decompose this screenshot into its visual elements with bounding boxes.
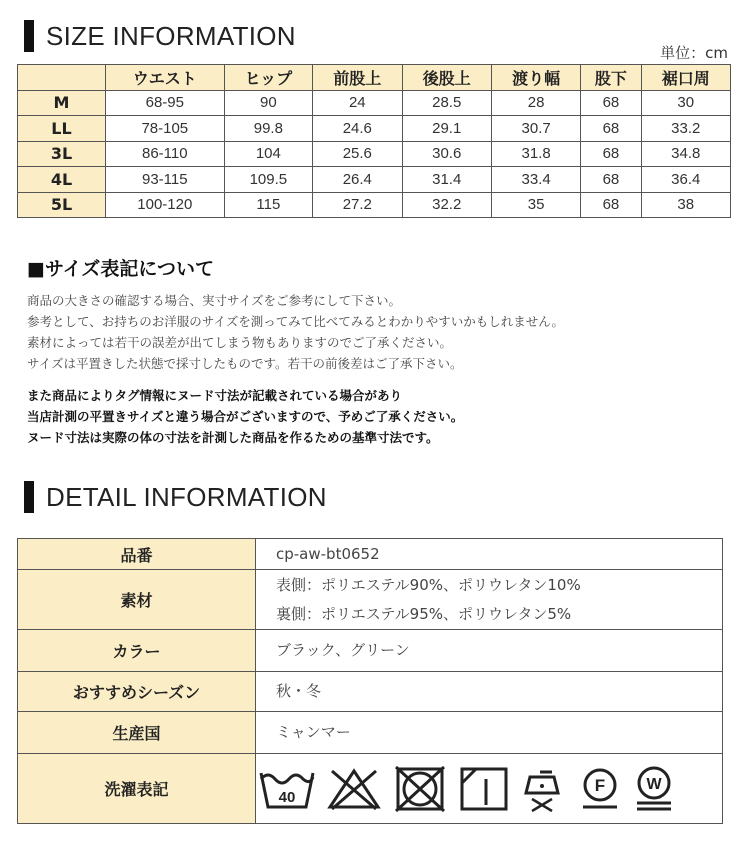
detail-section-header xyxy=(24,481,327,513)
row-header: LL xyxy=(18,116,106,142)
material-inner: 裏側：ポリエステル95%、ポリウレタン5% xyxy=(276,604,572,623)
table-cell: 86-110 xyxy=(106,141,225,167)
row-header: 4L xyxy=(18,167,106,193)
table-row xyxy=(18,90,731,116)
table-cell: 115 xyxy=(224,192,313,218)
size-table xyxy=(17,64,731,218)
column-header: 股下 xyxy=(581,65,641,91)
unit-label: 単位：cm xyxy=(660,44,728,62)
table-row xyxy=(18,141,731,167)
detail-row xyxy=(18,672,723,712)
column-header: ウエスト xyxy=(106,65,225,91)
care-symbols xyxy=(256,761,722,817)
dry-clean-f-icon xyxy=(578,765,622,813)
table-cell: 29.1 xyxy=(402,116,491,142)
row-header: 3L xyxy=(18,141,106,167)
table-cell: 104 xyxy=(224,141,313,167)
no-tumble-dry-icon xyxy=(392,765,448,813)
table-cell: 28.5 xyxy=(402,90,491,116)
table-cell: 78-105 xyxy=(106,116,225,142)
table-cell: 30.7 xyxy=(491,116,580,142)
detail-label: 生産国 xyxy=(18,712,256,754)
table-cell: 28 xyxy=(491,90,580,116)
table-cell: 99.8 xyxy=(224,116,313,142)
table-cell: 25.6 xyxy=(313,141,402,167)
line-dry-shade-icon xyxy=(458,765,510,813)
note-line: 素材によっては若干の誤差が出てしまう物もありますのでご了承ください。 xyxy=(27,335,453,350)
row-header: 5L xyxy=(18,192,106,218)
detail-value: ミャンマー xyxy=(256,712,723,754)
table-cell: 31.4 xyxy=(402,167,491,193)
section-marker xyxy=(24,481,34,513)
wet-clean-w-icon xyxy=(632,765,676,813)
table-cell: 26.4 xyxy=(313,167,402,193)
note-line: 参考として、お持ちのお洋服のサイズを測ってみて比べてみるとわかりやすいかもしれません。 xyxy=(27,314,565,329)
low-iron-icon xyxy=(520,765,568,813)
column-header: 裾口周 xyxy=(641,65,730,91)
size-section-title: SIZE INFORMATION xyxy=(46,20,296,51)
detail-label: おすすめシーズン xyxy=(18,672,256,712)
detail-label: カラー xyxy=(18,630,256,672)
about-size-notes xyxy=(27,290,564,374)
section-marker xyxy=(24,20,34,52)
bold-note-line: また商品によりタグ情報にヌード寸法が記載されている場合があり xyxy=(27,388,403,403)
note-line: 商品の大きさの確認する場合、実寸サイズをご参考にして下さい。 xyxy=(27,293,402,308)
about-size-title: ■サイズ表記について xyxy=(27,258,215,280)
detail-row xyxy=(18,570,723,630)
table-row xyxy=(18,116,731,142)
table-cell: 32.2 xyxy=(402,192,491,218)
detail-value xyxy=(256,570,723,630)
column-header: ヒップ xyxy=(224,65,313,91)
detail-section-title: DETAIL INFORMATION xyxy=(46,481,327,512)
column-header: 前股上 xyxy=(313,65,402,91)
wash-40-icon xyxy=(258,765,316,813)
table-row xyxy=(18,192,731,218)
no-bleach-icon xyxy=(326,765,382,813)
table-cell: 31.8 xyxy=(491,141,580,167)
table-row xyxy=(18,167,731,193)
table-cell: 68-95 xyxy=(106,90,225,116)
bold-note-line: 当店計測の平置きサイズと違う場合がございますので、予めご了承ください。 xyxy=(27,409,464,424)
corner-cell xyxy=(18,65,106,91)
bold-note-line: ヌード寸法は実際の体の寸法を計測した商品を作るための基準寸法です。 xyxy=(27,430,439,445)
column-header: 渡り幅 xyxy=(491,65,580,91)
column-header: 後股上 xyxy=(402,65,491,91)
table-cell: 27.2 xyxy=(313,192,402,218)
size-table-header-row xyxy=(18,65,731,91)
detail-row xyxy=(18,630,723,672)
size-section-header xyxy=(24,20,296,52)
detail-table xyxy=(17,538,723,824)
table-cell: 33.2 xyxy=(641,116,730,142)
table-cell: 90 xyxy=(224,90,313,116)
table-cell: 109.5 xyxy=(224,167,313,193)
table-cell: 68 xyxy=(581,192,641,218)
table-cell: 93-115 xyxy=(106,167,225,193)
wash-temp-label: 40 xyxy=(278,788,296,806)
nude-size-notes xyxy=(27,385,463,448)
detail-label: 素材 xyxy=(18,570,256,630)
dry-clean-label: F xyxy=(594,775,606,795)
table-cell: 36.4 xyxy=(641,167,730,193)
table-cell: 100-120 xyxy=(106,192,225,218)
table-cell: 34.8 xyxy=(641,141,730,167)
detail-value: ブラック、グリーン xyxy=(256,630,723,672)
table-cell: 24.6 xyxy=(313,116,402,142)
detail-value: 秋・冬 xyxy=(256,672,723,712)
detail-label: 品番 xyxy=(18,539,256,570)
detail-row xyxy=(18,754,723,824)
detail-row xyxy=(18,712,723,754)
detail-value: cp-aw-bt0652 xyxy=(256,539,723,570)
material-outer: 表側：ポリエステル90%、ポリウレタン10% xyxy=(276,575,581,594)
table-cell: 38 xyxy=(641,192,730,218)
wet-clean-label: W xyxy=(646,775,662,793)
detail-label: 洗濯表記 xyxy=(18,754,256,824)
table-cell: 30.6 xyxy=(402,141,491,167)
table-cell: 35 xyxy=(491,192,580,218)
note-line: サイズは平置きした状態で採寸したものです。若干の前後差はご了承下さい。 xyxy=(27,356,463,371)
detail-row xyxy=(18,539,723,570)
table-cell: 68 xyxy=(581,116,641,142)
table-cell: 68 xyxy=(581,90,641,116)
table-cell: 68 xyxy=(581,167,641,193)
table-cell: 24 xyxy=(313,90,402,116)
row-header: M xyxy=(18,90,106,116)
table-cell: 68 xyxy=(581,141,641,167)
table-cell: 33.4 xyxy=(491,167,580,193)
table-cell: 30 xyxy=(641,90,730,116)
care-symbols-cell xyxy=(256,754,723,824)
